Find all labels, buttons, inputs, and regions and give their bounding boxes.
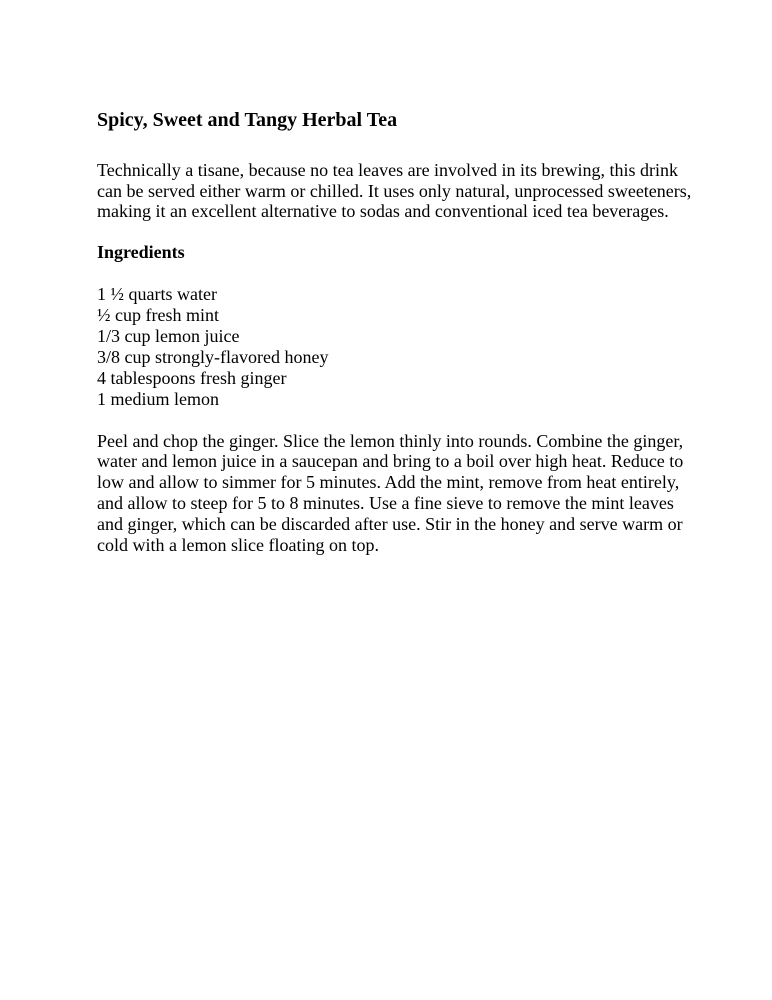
recipe-document — [97, 106, 697, 555]
ingredient-item: 3/8 cup strongly-flavored honey — [97, 346, 329, 367]
ingredients-heading: Ingredients — [97, 242, 185, 263]
ingredient-item: 1 ½ quarts water — [97, 284, 217, 305]
ingredient-item: 1 medium lemon — [97, 388, 219, 409]
recipe-intro: Technically a tisane, because no tea leaves are involved in its brewing, this drink can be served either warm or chilled. It uses only natural, unprocessed sweeteners, making it an excellent alternative to sodas and conventional iced tea beverages. — [97, 160, 692, 222]
ingredients-list — [97, 284, 697, 409]
ingredient-item: ½ cup fresh mint — [97, 305, 219, 326]
ingredient-item: 1/3 cup lemon juice — [97, 325, 240, 346]
ingredient-item: 4 tablespoons fresh ginger — [97, 367, 287, 388]
recipe-directions: Peel and chop the ginger. Slice the lemon thinly into rounds. Combine the ginger, water and lemon juice in a saucepan and bring to a boil over high heat. Reduce to low and allow to simmer for 5 minutes. Add the mint, remove from heat entirely, and allow to steep for 5 to 8 minutes. Use a fine sieve to remove the mint leaves and ginger, which can be discarded after use. Stir in the honey and serve warm or cold with a lemon slice floating on top. — [97, 430, 684, 555]
recipe-title: Spicy, Sweet and Tangy Herbal Tea — [97, 109, 398, 131]
